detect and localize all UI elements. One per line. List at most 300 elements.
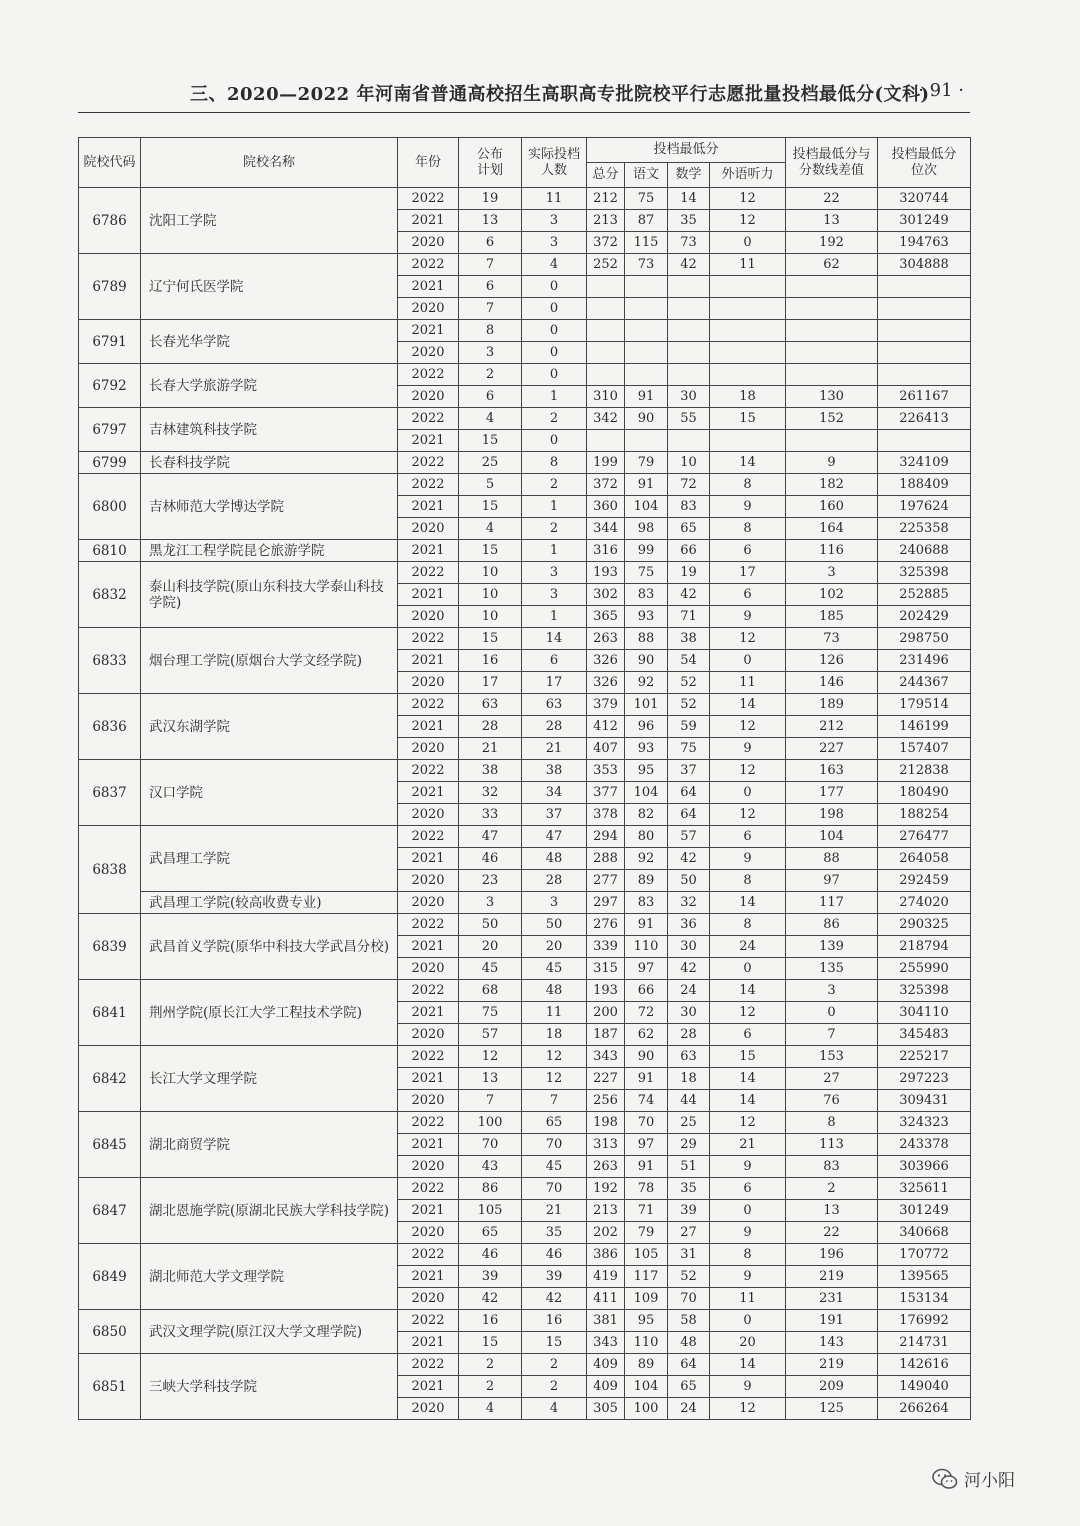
cell-listening: 8: [710, 1244, 786, 1266]
cell-year: 2021: [398, 1002, 459, 1024]
cell-diff: 189: [786, 694, 878, 716]
cell-year: 2022: [398, 408, 459, 430]
school-name: 泰山科技学院(原山东科技大学泰山科技学院): [141, 562, 398, 628]
cell-rank: 180490: [878, 782, 971, 804]
cell-listening: 9: [710, 1156, 786, 1178]
cell-actual: 0: [522, 364, 587, 386]
cell-diff: 3: [786, 980, 878, 1002]
cell-rank: 149040: [878, 1376, 971, 1398]
school-name: 长春光华学院: [141, 320, 398, 364]
cell-actual: 70: [522, 1134, 587, 1156]
cell-diff: 125: [786, 1398, 878, 1420]
cell-year: 2021: [398, 782, 459, 804]
cell-chinese: 117: [625, 1266, 668, 1288]
cell-chinese: 110: [625, 936, 668, 958]
cell-listening: 9: [710, 738, 786, 760]
cell-math: 71: [668, 606, 710, 628]
cell-total: 277: [587, 870, 625, 892]
cell-actual: 2: [522, 518, 587, 540]
cell-plan: 105: [459, 1200, 522, 1222]
cell-rank: 176992: [878, 1310, 971, 1332]
cell-total: 412: [587, 716, 625, 738]
school-name: 湖北师范大学文理学院: [141, 1244, 398, 1310]
cell-actual: 39: [522, 1266, 587, 1288]
cell-math: 42: [668, 848, 710, 870]
cell-listening: 14: [710, 892, 786, 914]
cell-chinese: 99: [625, 540, 668, 562]
school-code: 6842: [79, 1046, 141, 1112]
cell-rank: 153134: [878, 1288, 971, 1310]
cell-total: 187: [587, 1024, 625, 1046]
school-code: 6847: [79, 1178, 141, 1244]
cell-listening: 12: [710, 716, 786, 738]
cell-total: 193: [587, 562, 625, 584]
school-code: 6851: [79, 1354, 141, 1420]
cell-math: 30: [668, 386, 710, 408]
cell-listening: 6: [710, 826, 786, 848]
table-row: [79, 826, 971, 848]
cell-diff: 104: [786, 826, 878, 848]
cell-listening: 21: [710, 1134, 786, 1156]
cell-actual: 3: [522, 892, 587, 914]
table-row: [79, 760, 971, 782]
cell-actual: 28: [522, 870, 587, 892]
cell-rank: 225358: [878, 518, 971, 540]
cell-diff: 9: [786, 452, 878, 474]
cell-total: 377: [587, 782, 625, 804]
cell-plan: 33: [459, 804, 522, 826]
cell-chinese: 104: [625, 496, 668, 518]
cell-year: 2022: [398, 1310, 459, 1332]
cell-actual: 1: [522, 496, 587, 518]
cell-chinese: 62: [625, 1024, 668, 1046]
school-name: 湖北恩施学院(原湖北民族大学科技学院): [141, 1178, 398, 1244]
school-name: 吉林师范大学博达学院: [141, 474, 398, 540]
cell-chinese: 115: [625, 232, 668, 254]
cell-listening: 6: [710, 1024, 786, 1046]
cell-total: 213: [587, 1200, 625, 1222]
cell-year: 2022: [398, 628, 459, 650]
table-row: [79, 408, 971, 430]
cell-total: [587, 364, 625, 386]
school-code: 6850: [79, 1310, 141, 1354]
school-name: 荆州学院(原长江大学工程技术学院): [141, 980, 398, 1046]
cell-math: 54: [668, 650, 710, 672]
cell-chinese: 87: [625, 210, 668, 232]
cell-chinese: 75: [625, 562, 668, 584]
cell-listening: 0: [710, 1200, 786, 1222]
cell-total: 342: [587, 408, 625, 430]
cell-year: 2020: [398, 804, 459, 826]
cell-diff: 7: [786, 1024, 878, 1046]
cell-year: 2020: [398, 870, 459, 892]
cell-rank: 139565: [878, 1266, 971, 1288]
cell-rank: 188409: [878, 474, 971, 496]
cell-year: 2022: [398, 254, 459, 276]
cell-plan: 4: [459, 518, 522, 540]
cell-actual: 20: [522, 936, 587, 958]
cell-actual: 17: [522, 672, 587, 694]
cell-chinese: 93: [625, 738, 668, 760]
cell-year: 2022: [398, 188, 459, 210]
cell-diff: [786, 298, 878, 320]
cell-rank: 212838: [878, 760, 971, 782]
cell-rank: 226413: [878, 408, 971, 430]
cell-math: 44: [668, 1090, 710, 1112]
cell-plan: 5: [459, 474, 522, 496]
cell-actual: 1: [522, 540, 587, 562]
cell-rank: 261167: [878, 386, 971, 408]
cell-actual: 3: [522, 584, 587, 606]
cell-math: 64: [668, 804, 710, 826]
cell-year: 2022: [398, 364, 459, 386]
cell-chinese: [625, 276, 668, 298]
table-row: [79, 1310, 971, 1332]
cell-chinese: 96: [625, 716, 668, 738]
cell-year: 2021: [398, 1332, 459, 1354]
cell-diff: [786, 342, 878, 364]
col-chinese: 语文: [625, 163, 668, 188]
cell-plan: 13: [459, 210, 522, 232]
col-plan: 公布计划: [459, 138, 522, 188]
cell-actual: 42: [522, 1288, 587, 1310]
cell-actual: 2: [522, 474, 587, 496]
cell-diff: 62: [786, 254, 878, 276]
cell-rank: 197624: [878, 496, 971, 518]
cell-diff: 0: [786, 1002, 878, 1024]
table-row: [79, 914, 971, 936]
cell-diff: 116: [786, 540, 878, 562]
cell-total: 227: [587, 1068, 625, 1090]
cell-actual: 16: [522, 1310, 587, 1332]
cell-year: 2021: [398, 848, 459, 870]
cell-rank: 325398: [878, 980, 971, 1002]
cell-plan: 32: [459, 782, 522, 804]
table-row: [79, 1354, 971, 1376]
cell-rank: 309431: [878, 1090, 971, 1112]
col-min-score-group: 投档最低分: [587, 138, 786, 163]
table-body: [79, 188, 971, 1420]
cell-year: 2021: [398, 1134, 459, 1156]
cell-math: 72: [668, 474, 710, 496]
cell-total: 326: [587, 672, 625, 694]
cell-chinese: 97: [625, 1134, 668, 1156]
cell-plan: 42: [459, 1288, 522, 1310]
cell-math: 55: [668, 408, 710, 430]
cell-math: 37: [668, 760, 710, 782]
cell-listening: 0: [710, 782, 786, 804]
cell-listening: 14: [710, 980, 786, 1002]
cell-listening: 12: [710, 188, 786, 210]
cell-listening: 11: [710, 1288, 786, 1310]
cell-rank: [878, 320, 971, 342]
table-row: [79, 694, 971, 716]
cell-rank: 298750: [878, 628, 971, 650]
cell-year: 2022: [398, 1046, 459, 1068]
account-name: 河小阳: [964, 1471, 1015, 1491]
cell-listening: 9: [710, 1376, 786, 1398]
cell-math: [668, 430, 710, 452]
cell-actual: 65: [522, 1112, 587, 1134]
cell-listening: 24: [710, 936, 786, 958]
cell-year: 2021: [398, 430, 459, 452]
cell-rank: 255990: [878, 958, 971, 980]
col-name: 院校名称: [141, 138, 398, 188]
cell-rank: 170772: [878, 1244, 971, 1266]
cell-total: 315: [587, 958, 625, 980]
page-header: [78, 78, 970, 106]
cell-total: [587, 430, 625, 452]
cell-listening: 17: [710, 562, 786, 584]
table-row: [79, 254, 971, 276]
cell-year: 2021: [398, 540, 459, 562]
cell-year: 2020: [398, 892, 459, 914]
cell-chinese: 70: [625, 1112, 668, 1134]
cell-listening: 0: [710, 232, 786, 254]
cell-chinese: 89: [625, 1354, 668, 1376]
cell-rank: 304888: [878, 254, 971, 276]
cell-total: 419: [587, 1266, 625, 1288]
cell-total: 372: [587, 474, 625, 496]
cell-total: 302: [587, 584, 625, 606]
cell-rank: 303966: [878, 1156, 971, 1178]
cell-chinese: 95: [625, 1310, 668, 1332]
cell-actual: 12: [522, 1068, 587, 1090]
cell-chinese: [625, 342, 668, 364]
cell-diff: 219: [786, 1354, 878, 1376]
cell-chinese: 104: [625, 782, 668, 804]
cell-plan: 50: [459, 914, 522, 936]
cell-actual: 0: [522, 320, 587, 342]
cell-listening: 11: [710, 254, 786, 276]
cell-chinese: 105: [625, 1244, 668, 1266]
cell-plan: 63: [459, 694, 522, 716]
table-row: [79, 1046, 971, 1068]
cell-chinese: [625, 298, 668, 320]
cell-math: 39: [668, 1200, 710, 1222]
cell-plan: 46: [459, 848, 522, 870]
cell-plan: 39: [459, 1266, 522, 1288]
cell-diff: 164: [786, 518, 878, 540]
cell-listening: 0: [710, 650, 786, 672]
school-code: 6836: [79, 694, 141, 760]
cell-total: 213: [587, 210, 625, 232]
cell-listening: 0: [710, 1310, 786, 1332]
cell-diff: 163: [786, 760, 878, 782]
cell-math: 38: [668, 628, 710, 650]
cell-actual: 12: [522, 1046, 587, 1068]
cell-year: 2021: [398, 716, 459, 738]
cell-diff: 97: [786, 870, 878, 892]
cell-math: 36: [668, 914, 710, 936]
cell-listening: 6: [710, 584, 786, 606]
school-name: 吉林建筑科技学院: [141, 408, 398, 452]
cell-year: 2022: [398, 914, 459, 936]
table-row: [79, 474, 971, 496]
header-rule: [78, 112, 970, 113]
cell-actual: 1: [522, 386, 587, 408]
cell-year: 2022: [398, 474, 459, 496]
cell-math: 59: [668, 716, 710, 738]
cell-listening: 9: [710, 848, 786, 870]
cell-chinese: 104: [625, 1376, 668, 1398]
cell-rank: 325398: [878, 562, 971, 584]
cell-total: 198: [587, 1112, 625, 1134]
cell-listening: 9: [710, 606, 786, 628]
col-diff: 投档最低分与分数线差值: [786, 138, 878, 188]
cell-listening: [710, 320, 786, 342]
cell-chinese: 97: [625, 958, 668, 980]
cell-diff: 227: [786, 738, 878, 760]
cell-year: 2020: [398, 1222, 459, 1244]
cell-plan: 38: [459, 760, 522, 782]
cell-diff: 73: [786, 628, 878, 650]
cell-math: [668, 364, 710, 386]
cell-chinese: 90: [625, 650, 668, 672]
cell-math: 63: [668, 1046, 710, 1068]
cell-year: 2022: [398, 826, 459, 848]
cell-math: 75: [668, 738, 710, 760]
cell-plan: 65: [459, 1222, 522, 1244]
cell-diff: 146: [786, 672, 878, 694]
school-name: 长春大学旅游学院: [141, 364, 398, 408]
cell-rank: 231496: [878, 650, 971, 672]
cell-math: [668, 298, 710, 320]
cell-year: 2021: [398, 210, 459, 232]
cell-math: 64: [668, 1354, 710, 1376]
cell-diff: 212: [786, 716, 878, 738]
cell-math: 27: [668, 1222, 710, 1244]
cell-diff: [786, 276, 878, 298]
cell-plan: 2: [459, 1354, 522, 1376]
cell-diff: 135: [786, 958, 878, 980]
school-code: 6832: [79, 562, 141, 628]
cell-rank: 320744: [878, 188, 971, 210]
cell-listening: 12: [710, 760, 786, 782]
cell-chinese: 110: [625, 1332, 668, 1354]
cell-math: 83: [668, 496, 710, 518]
table-row: [79, 892, 971, 914]
cell-actual: 48: [522, 848, 587, 870]
cell-total: 199: [587, 452, 625, 474]
cell-actual: 15: [522, 1332, 587, 1354]
cell-math: 42: [668, 958, 710, 980]
cell-diff: 3: [786, 562, 878, 584]
cell-math: 48: [668, 1332, 710, 1354]
cell-diff: 13: [786, 210, 878, 232]
cell-plan: 68: [459, 980, 522, 1002]
cell-math: 29: [668, 1134, 710, 1156]
cell-plan: 86: [459, 1178, 522, 1200]
cell-listening: 8: [710, 914, 786, 936]
cell-diff: 2: [786, 1178, 878, 1200]
cell-total: 297: [587, 892, 625, 914]
cell-diff: 126: [786, 650, 878, 672]
cell-total: 256: [587, 1090, 625, 1112]
cell-diff: 143: [786, 1332, 878, 1354]
cell-total: [587, 320, 625, 342]
cell-listening: 9: [710, 1266, 786, 1288]
cell-total: 193: [587, 980, 625, 1002]
cell-diff: 152: [786, 408, 878, 430]
cell-chinese: 91: [625, 914, 668, 936]
cell-actual: 2: [522, 408, 587, 430]
cell-rank: 324109: [878, 452, 971, 474]
cell-listening: 12: [710, 1398, 786, 1420]
cell-actual: 2: [522, 1354, 587, 1376]
cell-listening: 11: [710, 672, 786, 694]
cell-plan: 16: [459, 1310, 522, 1332]
cell-actual: 34: [522, 782, 587, 804]
cell-chinese: 79: [625, 452, 668, 474]
table-row: [79, 1112, 971, 1134]
cell-chinese: 91: [625, 1156, 668, 1178]
table-header: [79, 138, 971, 188]
cell-actual: 18: [522, 1024, 587, 1046]
col-rank: 投档最低分位次: [878, 138, 971, 188]
cell-actual: 48: [522, 980, 587, 1002]
cell-year: 2021: [398, 650, 459, 672]
cell-actual: 21: [522, 1200, 587, 1222]
cell-chinese: 109: [625, 1288, 668, 1310]
table-row: [79, 540, 971, 562]
cell-math: 30: [668, 936, 710, 958]
cell-diff: 231: [786, 1288, 878, 1310]
cell-diff: 88: [786, 848, 878, 870]
cell-actual: 7: [522, 1090, 587, 1112]
cell-math: 28: [668, 1024, 710, 1046]
school-code: 6789: [79, 254, 141, 320]
cell-diff: [786, 320, 878, 342]
cell-plan: 10: [459, 606, 522, 628]
cell-total: 378: [587, 804, 625, 826]
cell-chinese: 83: [625, 584, 668, 606]
cell-year: 2020: [398, 1288, 459, 1310]
cell-math: 14: [668, 188, 710, 210]
cell-diff: 219: [786, 1266, 878, 1288]
cell-plan: 21: [459, 738, 522, 760]
cell-total: 365: [587, 606, 625, 628]
cell-actual: 45: [522, 1156, 587, 1178]
cell-total: 386: [587, 1244, 625, 1266]
cell-math: [668, 320, 710, 342]
cell-actual: 3: [522, 210, 587, 232]
cell-actual: 3: [522, 562, 587, 584]
cell-year: 2020: [398, 298, 459, 320]
cell-plan: 43: [459, 1156, 522, 1178]
cell-plan: 6: [459, 276, 522, 298]
cell-diff: 198: [786, 804, 878, 826]
cell-rank: 194763: [878, 232, 971, 254]
cell-diff: 22: [786, 1222, 878, 1244]
col-code: 院校代码: [79, 138, 141, 188]
cell-actual: 4: [522, 1398, 587, 1420]
cell-year: 2022: [398, 562, 459, 584]
cell-chinese: 80: [625, 826, 668, 848]
cell-actual: 4: [522, 254, 587, 276]
cell-total: 379: [587, 694, 625, 716]
school-code: 6797: [79, 408, 141, 452]
cell-diff: 192: [786, 232, 878, 254]
cell-plan: 20: [459, 936, 522, 958]
cell-actual: 8: [522, 452, 587, 474]
cell-plan: 28: [459, 716, 522, 738]
cell-math: 32: [668, 892, 710, 914]
cell-chinese: 66: [625, 980, 668, 1002]
cell-actual: 21: [522, 738, 587, 760]
cell-year: 2022: [398, 452, 459, 474]
table-row: [79, 562, 971, 584]
